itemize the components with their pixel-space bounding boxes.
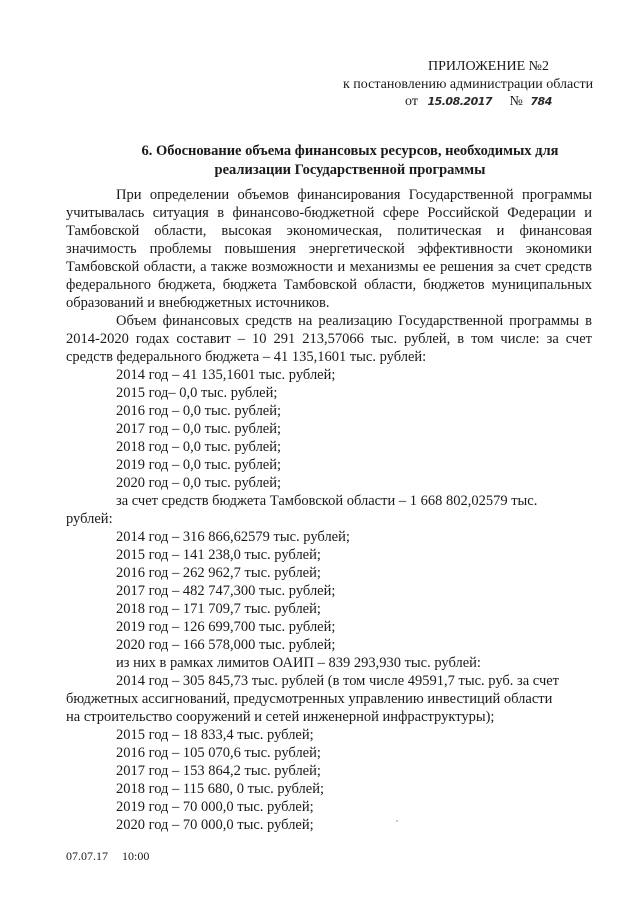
intro-paragraph: При определении объемов финансирования Государственной программы учитывалась ситуация в финансово-бюджетной сфере Российской Федерации и Тамбовской области, высокая экономическая, политическая и финансовая значимость проблемы повышения энергетической эффективности экономики Тамбовской области, а также возможности и механизмы ее решения за счет средств федерального бюджета, бюджета Тамбовской области, бюджетов муниципальных образований и внебюджетных источников. [66, 187, 592, 311]
regional-2014: 2014 год – 316 866,62579 тыс. рублей; [116, 529, 350, 545]
oaip-2020: 2020 год – 70 000,0 тыс. рублей; [116, 817, 314, 833]
oaip-2014-line3: на строительство сооружений и сетей инженерной инфраструктуры); [66, 709, 495, 725]
total-paragraph: Объем финансовых средств на реализацию Государственной программы в 2014-2020 годах составит – 10 291 213,57066 тыс. рублей, в том числе: за счет средств федерального бюджета – 41 135,1601 тыс. рублей: [66, 313, 592, 365]
regional-2016: 2016 год – 262 962,7 тыс. рублей; [116, 565, 321, 581]
section-heading-line2: реализации Государственной программы [214, 162, 486, 178]
regional-budget-line2: рублей: [66, 511, 113, 527]
regional-budget-line1: за счет средств бюджета Тамбовской области – 1 668 802,02579 тыс. [116, 493, 538, 509]
appendix-title: ПРИЛОЖЕНИЕ №2 [428, 59, 549, 74]
number-label: № [509, 94, 523, 109]
from-label: от [405, 94, 418, 109]
federal-2020: 2020 год – 0,0 тыс. рублей; [116, 475, 282, 491]
federal-2014: 2014 год – 41 135,1601 тыс. рублей; [116, 367, 336, 383]
federal-2019: 2019 год – 0,0 тыс. рублей; [116, 457, 282, 473]
print-date: 07.07.17 [66, 849, 108, 863]
regional-2017: 2017 год – 482 747,300 тыс. рублей; [116, 583, 336, 599]
print-timestamp [66, 849, 149, 863]
scan-speck [396, 820, 398, 822]
regional-2015: 2015 год – 141 238,0 тыс. рублей; [116, 547, 321, 563]
federal-2015: 2015 год– 0,0 тыс. рублей; [116, 385, 278, 401]
resolution-reference: к постановлению администрации области [343, 77, 594, 92]
section-heading-line1: 6. Обоснование объема финансовых ресурсов, необходимых для [141, 143, 559, 159]
oaip-2017: 2017 год – 153 864,2 тыс. рублей; [116, 763, 321, 779]
oaip-2019: 2019 год – 70 000,0 тыс. рублей; [116, 799, 314, 815]
federal-2018: 2018 год – 0,0 тыс. рублей; [116, 439, 282, 455]
section-heading [60, 142, 640, 180]
print-time: 10:00 [122, 849, 150, 863]
date-number-line [405, 93, 552, 111]
oaip-2014-line2: бюджетных ассигнований, предусмотренных управлению инвестиций области [66, 691, 553, 707]
regional-2018: 2018 год – 171 709,7 тыс. рублей; [116, 601, 321, 617]
regional-2020: 2020 год – 166 578,000 тыс. рублей; [116, 637, 336, 653]
oaip-2018: 2018 год – 115 680, 0 тыс. рублей; [116, 781, 324, 797]
oaip-2016: 2016 год – 105 070,6 тыс. рублей; [116, 745, 321, 761]
oaip-2014-line1: 2014 год – 305 845,73 тыс. рублей (в том числе 49591,7 тыс. руб. за счет [116, 673, 560, 689]
federal-2016: 2016 год – 0,0 тыс. рублей; [116, 403, 282, 419]
handwritten-date: 15.08.2017 [427, 95, 493, 108]
oaip-2015: 2015 год – 18 833,4 тыс. рублей; [116, 727, 314, 743]
handwritten-number: 784 [530, 95, 552, 108]
federal-2017: 2017 год – 0,0 тыс. рублей; [116, 421, 282, 437]
oaip-intro: из них в рамках лимитов ОАИП – 839 293,930 тыс. рублей: [116, 655, 481, 671]
regional-2019: 2019 год – 126 699,700 тыс. рублей; [116, 619, 336, 635]
